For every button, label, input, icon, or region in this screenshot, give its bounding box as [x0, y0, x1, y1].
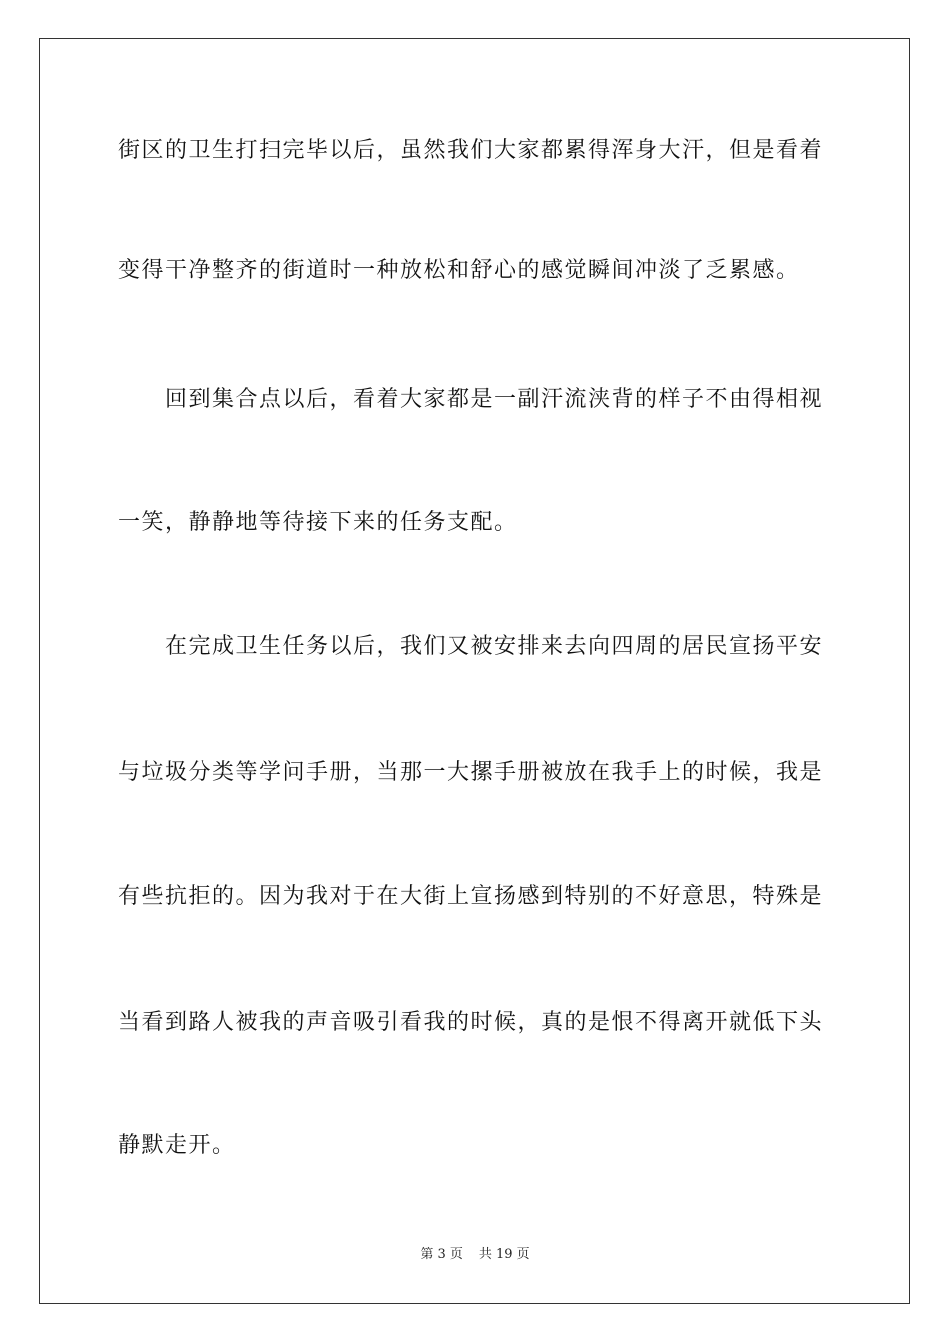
text-line: 静默走开。 [118, 1133, 236, 1158]
page-number: 第 3 页 [420, 1247, 463, 1262]
text-line: 街区的卫生打扫完毕以后，虽然我们大家都累得浑身大汗，但是看着 [118, 138, 824, 163]
paragraph-start-line: 回到集合点以后，看着大家都是一副汗流浃背的样子不由得相视 [165, 387, 824, 412]
total-pages: 共 19 页 [478, 1247, 530, 1262]
page-footer [0, 1246, 950, 1264]
page-border [39, 38, 910, 1304]
text-line: 一笑，静静地等待接下来的任务支配。 [118, 510, 518, 535]
paragraph-start-line: 在完成卫生任务以后，我们又被安排来去向四周的居民宣扬平安 [165, 634, 824, 659]
text-line: 有些抗拒的。因为我对于在大街上宣扬感到特别的不好意思，特殊是 [118, 884, 824, 909]
text-line: 与垃圾分类等学问手册，当那一大摞手册被放在我手上的时候，我是 [118, 760, 824, 785]
text-line: 变得干净整齐的街道时一种放松和舒心的感觉瞬间冲淡了乏累感。 [118, 258, 800, 283]
text-line: 当看到路人被我的声音吸引看我的时候，真的是恨不得离开就低下头 [118, 1010, 824, 1035]
